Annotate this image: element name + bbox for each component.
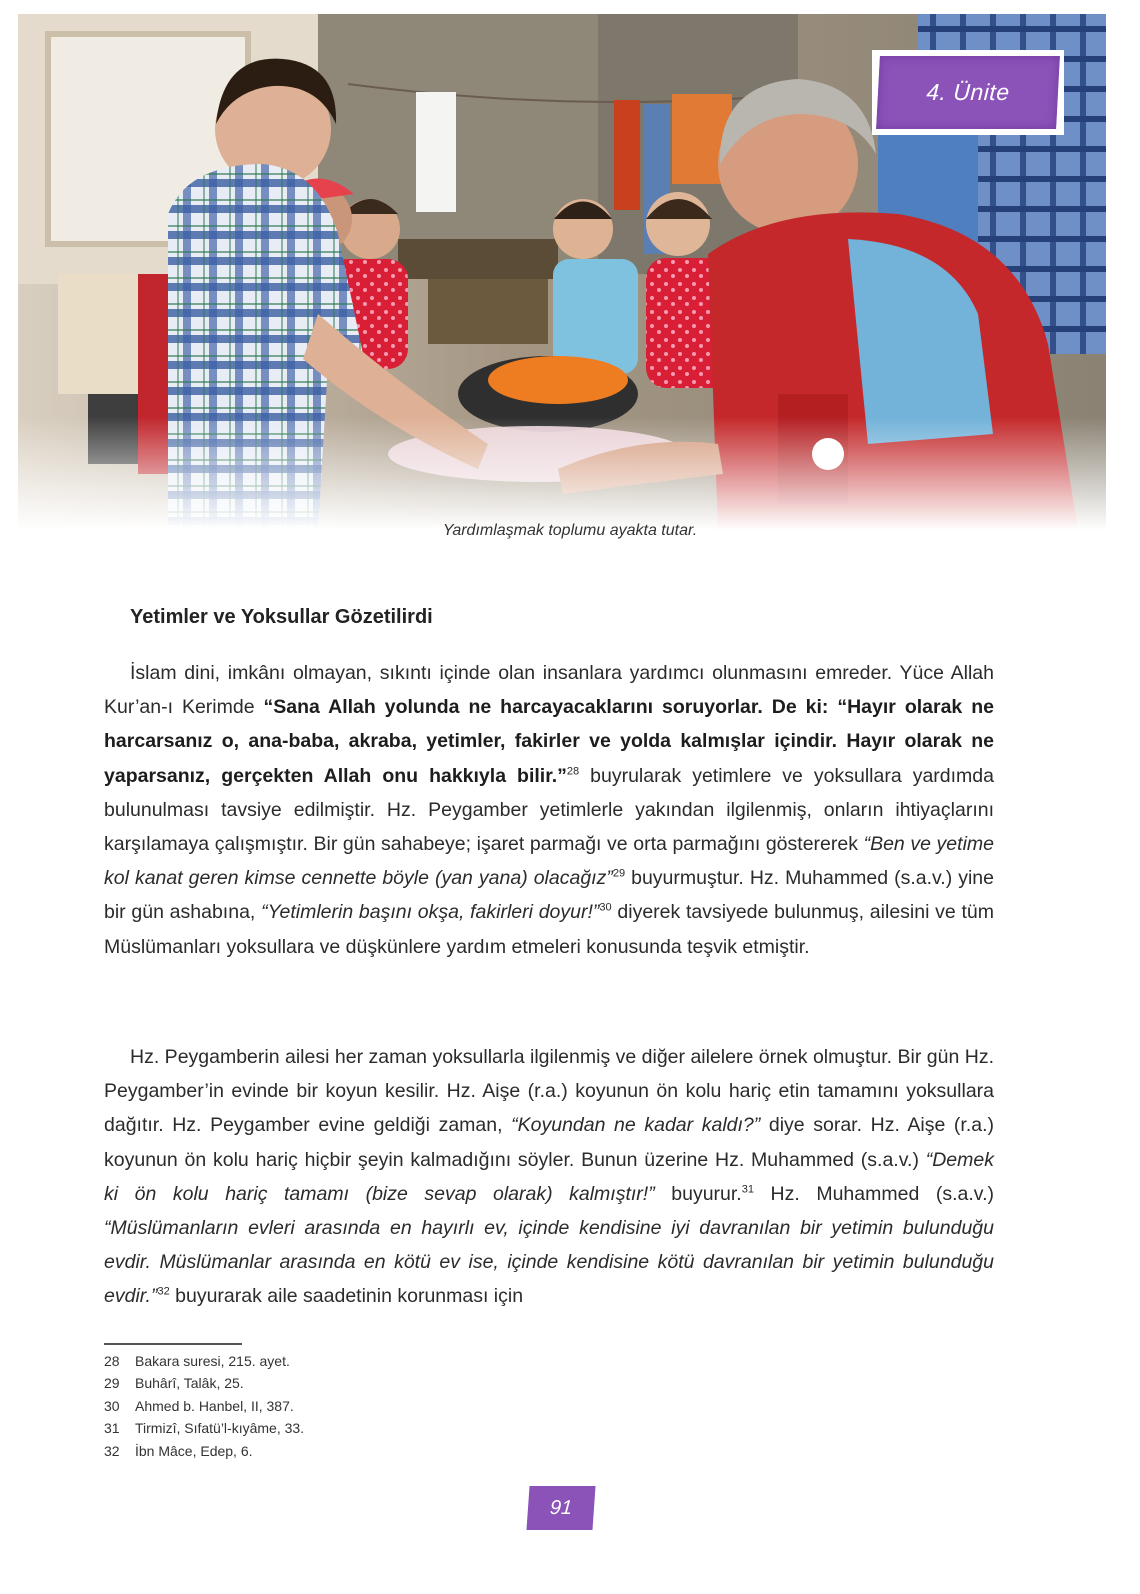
footnote-ref-29: 29 — [612, 867, 626, 880]
p2-quote-1: “Koyundan ne kadar kaldı?” — [511, 1114, 761, 1137]
footnote-number: 29 — [104, 1375, 120, 1392]
page-number: 91 — [526, 1486, 595, 1530]
p1-quote-2: “Ben ve yetime kol kanat geren kimse cennette böyle (yan yana) olacağız” — [104, 833, 994, 890]
footnote-item — [104, 1372, 304, 1394]
p1-text-2: buyrularak yetimlere ve yoksullara yardımda bulunulması tavsiye edilmiştir. Hz. Peygamber yetimlerle yakından ilgilenmiş, onların ihtiyaçlarını karşılamaya çalışmıştır. Bir gün sahabeye; işaret parmağı ve orta parmağını göstererek — [104, 764, 994, 856]
p2-text-2: diye sorar. Hz. Aişe (r.a.) koyunun ön kolu hariç hiçbir şeyin kalmadığını söyler. Bunun üzerine Hz. Muhammed (s.a.v.) — [104, 1114, 994, 1171]
footnote-text: İbn Mâce, Edep, 6. — [135, 1442, 253, 1459]
footnote-number: 30 — [104, 1397, 120, 1414]
footnote-number: 32 — [104, 1442, 120, 1459]
footnote-text: Tirmizî, Sıfatü’l-kıyâme, 33. — [135, 1420, 305, 1437]
footnote-item — [104, 1440, 304, 1462]
footnote-divider — [104, 1343, 242, 1345]
p1-quote-3: “Yetimlerin başını okşa, fakirleri doyur!” — [261, 901, 600, 924]
paragraph-1 — [104, 656, 994, 964]
footnote-item — [104, 1417, 304, 1439]
footnote-ref-32: 32 — [157, 1285, 170, 1298]
footnote-list — [104, 1350, 304, 1462]
footnote-ref-28: 28 — [566, 765, 580, 778]
p2-text-4: Hz. Muhammed (s.a.v.) — [753, 1182, 994, 1205]
p2-text-5: buyurarak aile saadetinin korunması için — [169, 1285, 524, 1308]
p1-text-1: İslam dini, imkânı olmayan, sıkıntı içinde olan insanlara yardımcı olunmasını emreder. Yüce Allah Kur’an-ı Kerimde — [104, 662, 994, 719]
section-heading: Yetimler ve Yoksullar Gözetilirdi — [130, 606, 433, 628]
unit-label: 4. Ünite — [876, 56, 1060, 129]
p1-text-4: diyerek tavsiyede bulunmuş, ailesini ve tüm Müslümanları yoksullara ve düşkünlere yardım etmeleri konusunda teşvik etmiştir. — [104, 901, 994, 958]
footnote-text: Bakara suresi, 215. ayet. — [135, 1353, 290, 1369]
photo-caption: Yardımlaşmak toplumu ayakta tutar. — [442, 522, 698, 539]
footnote-number: 28 — [104, 1353, 120, 1369]
footnote-text: Buhârî, Talâk, 25. — [135, 1375, 244, 1392]
footnote-item — [104, 1395, 304, 1417]
footnote-number: 31 — [104, 1420, 120, 1437]
footnote-text: Ahmed b. Hanbel, II, 387. — [135, 1397, 294, 1414]
unit-badge — [872, 50, 1064, 135]
p2-quote-3: “Müslümanların evleri arasında en hayırlı ev, içinde kendisine iyi davranılan bir yetimin bulunduğu evdir. Müslümanlar arasında en kötü ev ise, içinde kendisine kötü davranılan bir yetimin bulunduğu evdir.” — [104, 1217, 994, 1308]
p2-quote-2: “Demek ki ön kolu hariç tamamı (bize sevap olarak) kalmıştır!” — [104, 1148, 994, 1205]
footnote-ref-31: 31 — [741, 1183, 754, 1196]
p1-quote-1: “Sana Allah yolunda ne harcayacaklarını soruyorlar. De ki: “Hayır olarak ne harcarsanız o, ana-baba, akraba, yetimler, fakirler ve yolda kalmışlar içindir. Hayır olarak ne yaparsanız, gerçekten Allah onu hakkıyla bilir.” — [104, 696, 994, 787]
footnote-ref-30: 30 — [599, 901, 612, 914]
p2-text-1: Hz. Peygamberin ailesi her zaman yoksullarla ilgilenmiş ve diğer ailelere örnek olmuştur. Bir gün Hz. Peygamber’in evinde bir koyun kesilir. Hz. Aişe (r.a.) koyunun ön kolu hariç etin tamamını yoksullara dağıtır. Hz. Peygamber evine geldiği zaman, — [104, 1046, 994, 1137]
p2-text-3: buyurur. — [654, 1182, 742, 1205]
p1-text-3: buyurmuştur. Hz. Muhammed (s.a.v.) yine bir gün ashabına, — [104, 867, 994, 924]
paragraph-2 — [104, 1040, 994, 1314]
footnote-item — [104, 1350, 304, 1372]
